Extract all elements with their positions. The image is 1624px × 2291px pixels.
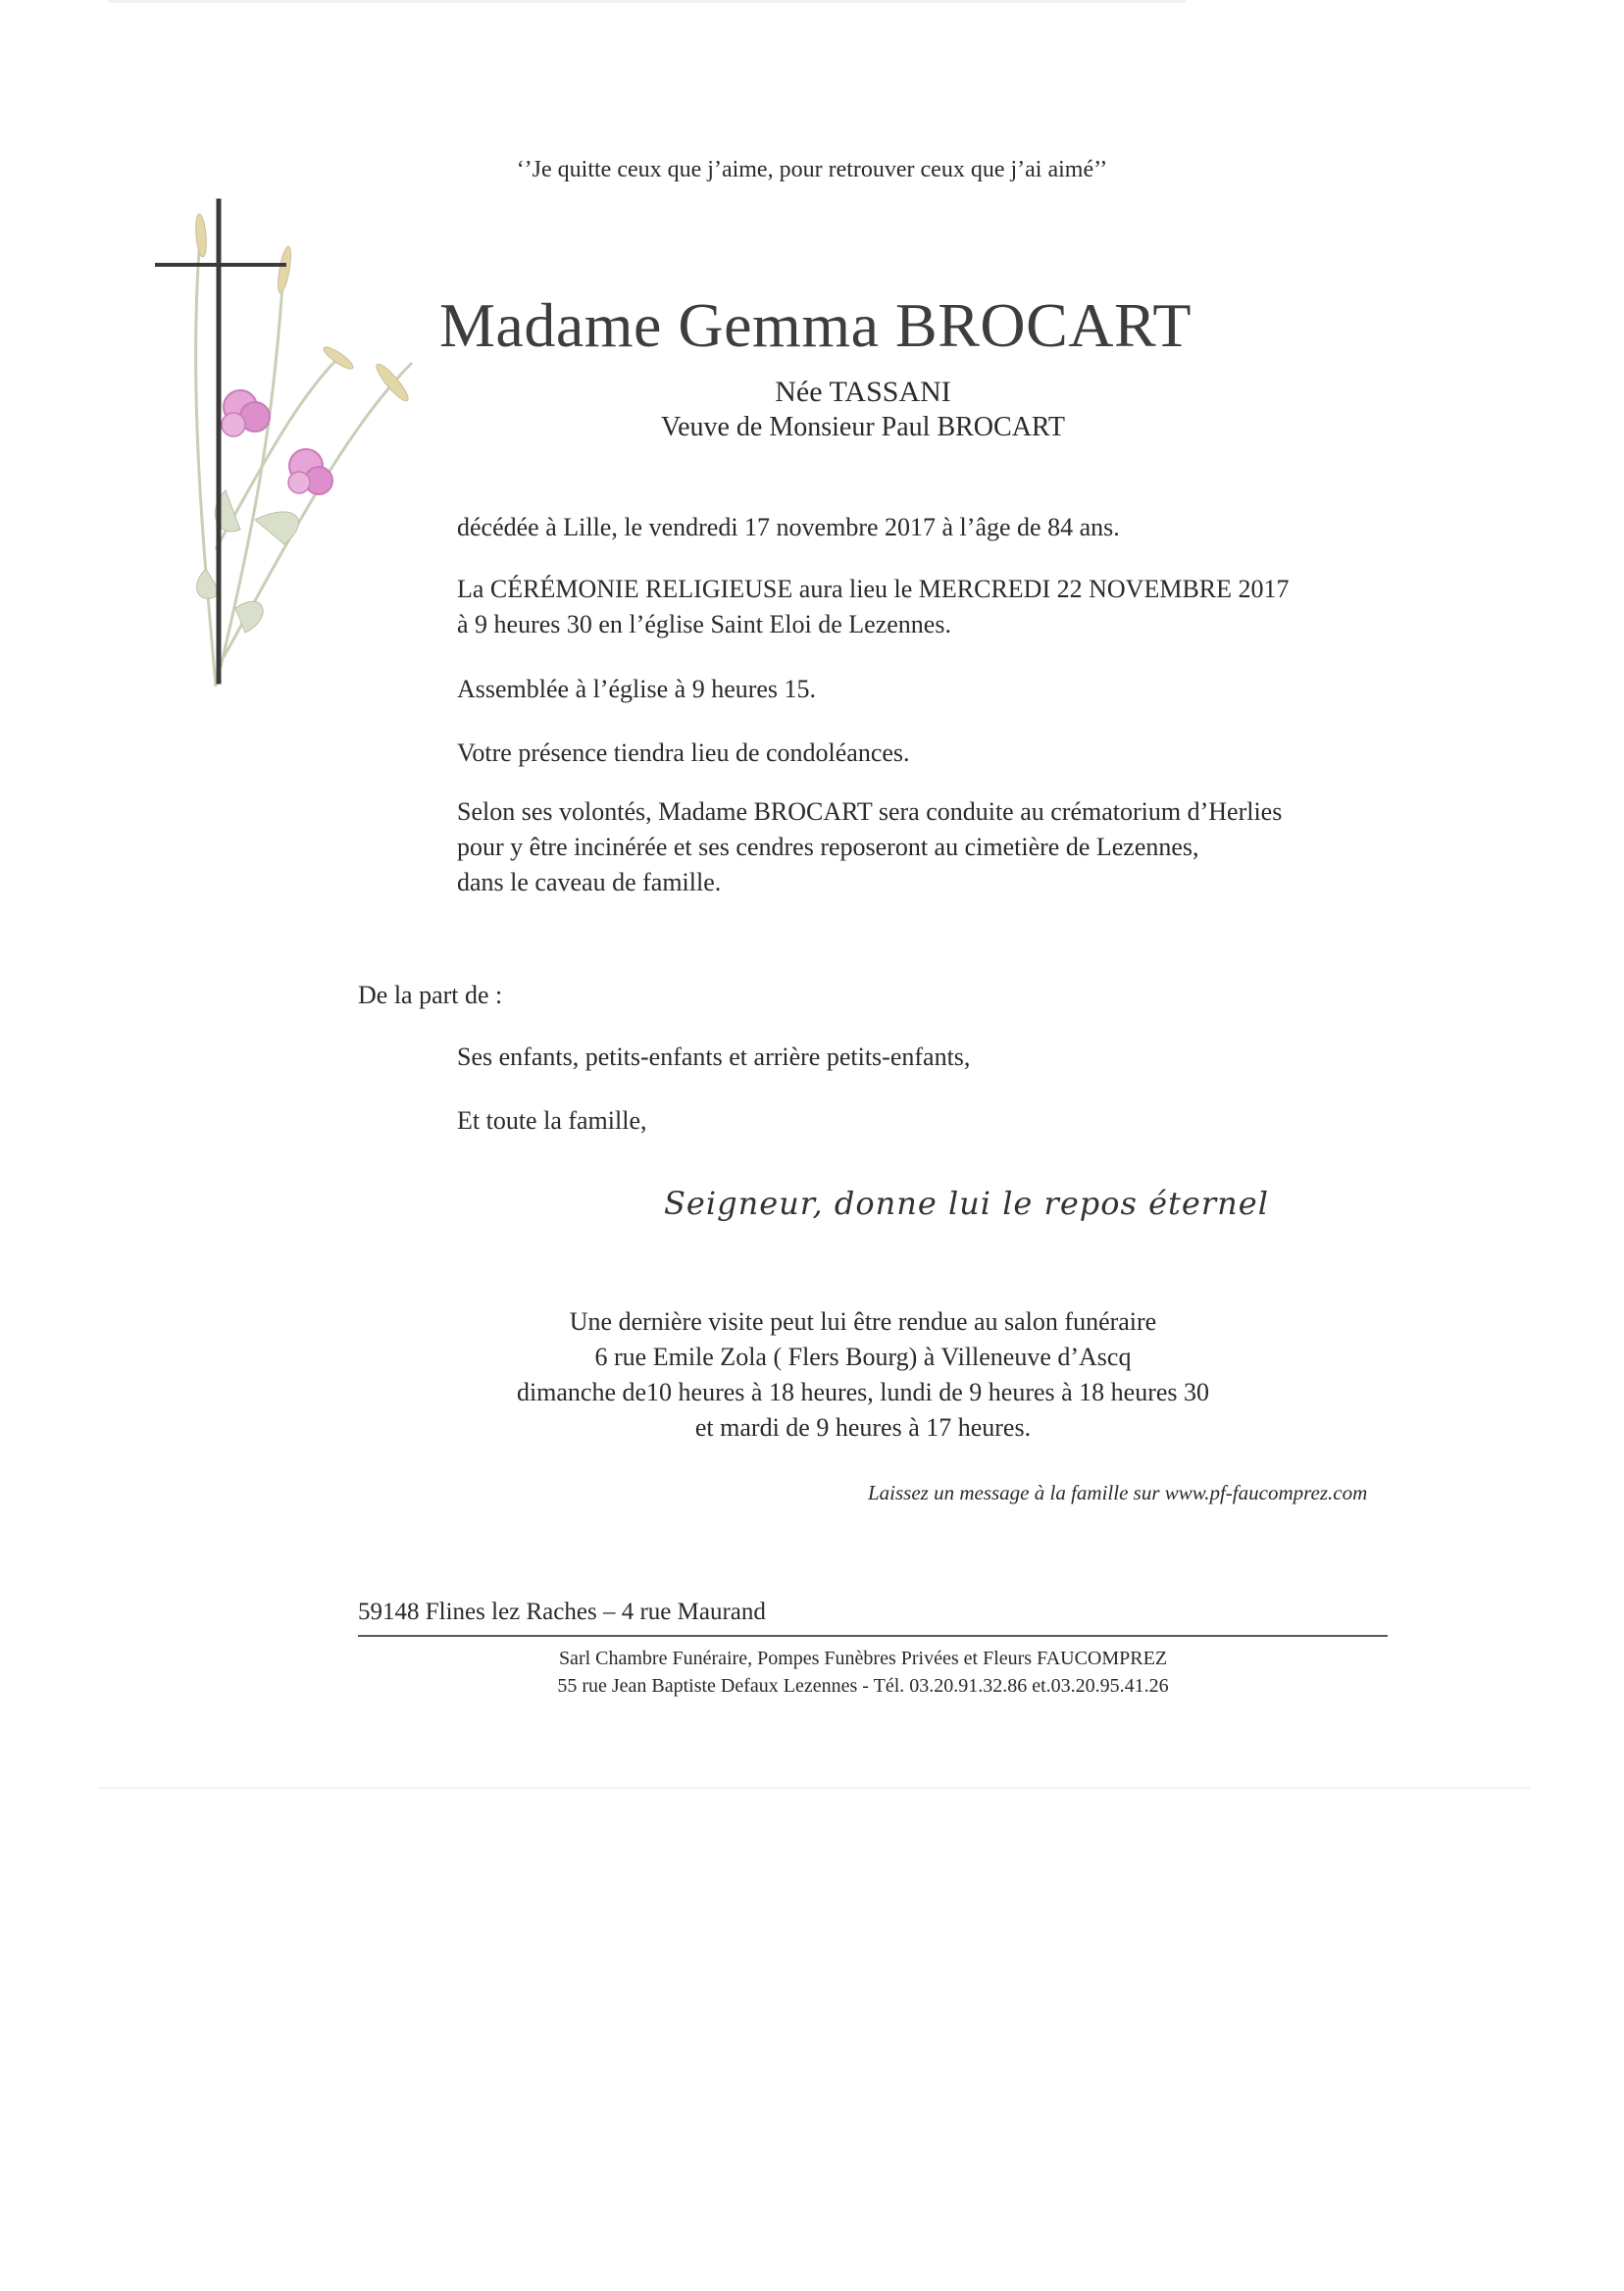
home-address: 59148 Flines lez Raches – 4 rue Maurand [358,1599,766,1625]
visit-line: 6 rue Emile Zola ( Flers Bourg) à Villeneuve d’Ascq [594,1343,1132,1371]
death-notice: décédée à Lille, le vendredi 17 novembre 2017 à l’âge de 84 ans. [457,513,1120,541]
from-family-all: Et toute la famille, [457,1106,647,1135]
from-family-children: Ses enfants, petits-enfants et arrière petits-enfants, [457,1043,971,1071]
footer-divider [358,1635,1388,1637]
widow-of: Veuve de Monsieur Paul BROCART [660,412,1066,442]
visit-paragraph [0,1304,1624,1446]
wishes-line: dans le caveau de famille. [457,868,722,896]
deceased-name: Madame Gemma BROCART [439,290,1192,360]
ceremony-line: La CÉRÉMONIE RELIGIEUSE aura lieu le MERCREDI 22 NOVEMBRE 2017 [457,575,1290,603]
ceremony-line: à 9 heures 30 en l’église Saint Eloi de Lezennes. [457,610,951,638]
leaves [197,490,299,633]
footer-company: Sarl Chambre Funéraire, Pompes Funèbres Privées et Fleurs FAUCOMPREZ [558,1648,1168,1669]
ceremony-paragraph [457,572,1290,642]
funeral-home-footer [0,1645,1624,1700]
footer-contact: 55 rue Jean Baptiste Defaux Lezennes - Tél. 03.20.91.32.86 et.03.20.95.41.26 [557,1675,1169,1697]
condolences-notice: Votre présence tiendra lieu de condoléances. [457,738,910,767]
assembly-notice: Assemblée à l’église à 9 heures 15. [457,675,817,703]
website-message: Laissez un message à la famille sur www.pf-faucomprez.com [868,1481,1368,1504]
scan-edge-bottom [98,1787,1530,1789]
maiden-name: Née TASSANI [775,376,951,408]
scan-edge-top [108,0,1187,3]
prayer-line: Seigneur, donne lui le repos éternel [664,1185,1269,1222]
visit-line: dimanche de10 heures à 18 heures, lundi de 9 heures à 18 heures 30 [516,1378,1210,1406]
visit-line: et mardi de 9 heures à 17 heures. [694,1413,1032,1442]
wishes-line: Selon ses volontés, Madame BROCART sera conduite au crématorium d’Herlies [457,797,1283,826]
wishes-paragraph [457,794,1282,900]
epigraph-quote: ‘’Je quitte ceux que j’aime, pour retrouver ceux que j’ai aimé’’ [516,157,1108,182]
visit-line: Une dernière visite peut lui être rendue au salon funéraire [569,1307,1157,1336]
from-label: De la part de : [358,981,503,1009]
wishes-line: pour y être incinérée et ses cendres reposeront au cimetière de Lezennes, [457,833,1199,861]
cross-flowers-ornament [147,196,422,696]
